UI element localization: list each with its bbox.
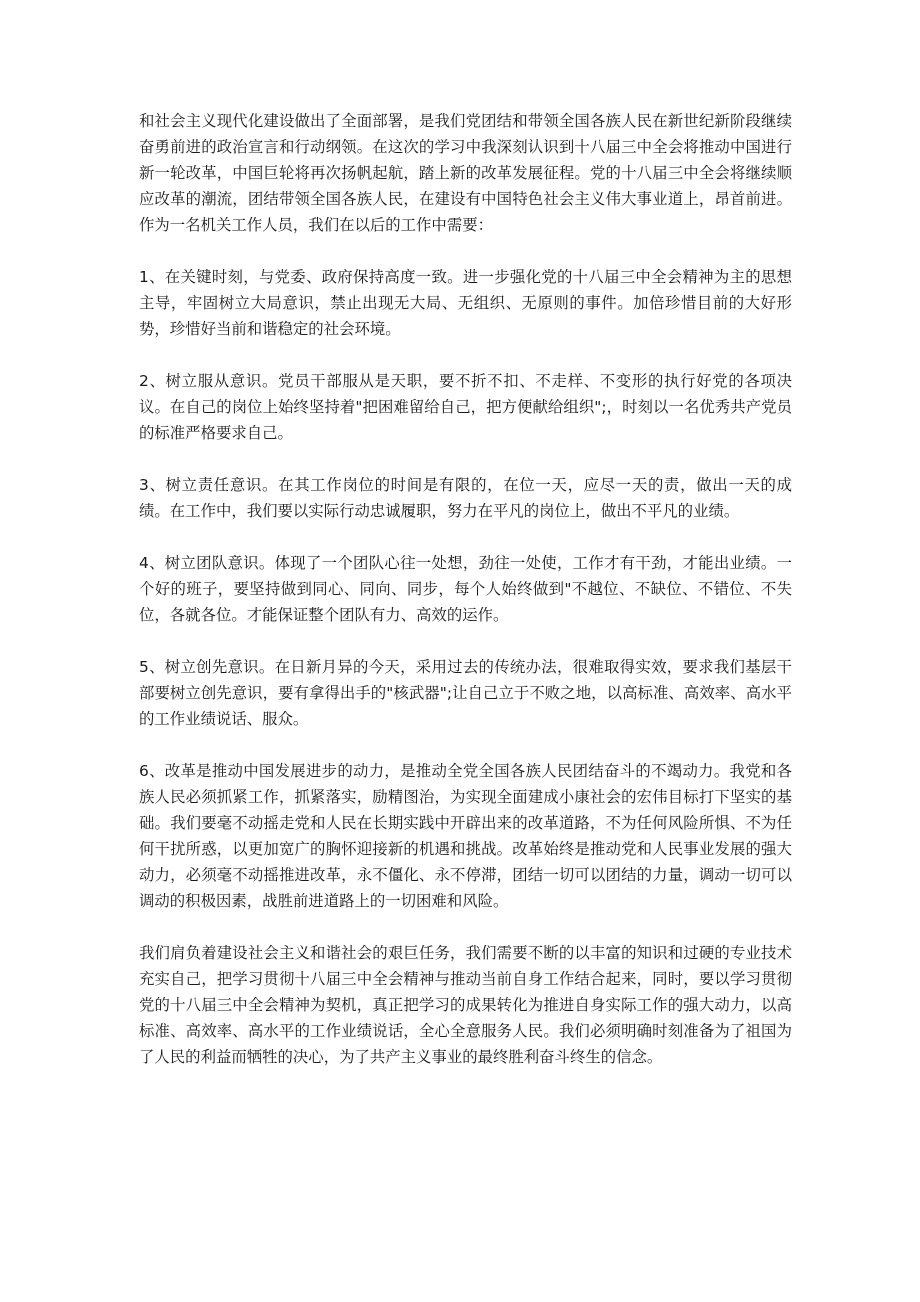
paragraph-item-3: 3、树立责任意识。在其工作岗位的时间是有限的，在位一天，应尽一天的责，做出一天的成绩。在工作中，我们要以实际行动忠诚履职，努力在平凡的岗位上，做出不平凡的业绩。 [139,476,792,520]
paragraph-item-1: 1、在关键时刻，与党委、政府保持高度一致。进一步强化党的十八届三中全会精神为主的思想主导，牢固树立大局意识，禁止出现无大局、无组织、无原则的事件。加倍珍惜目前的大好形势，珍惜好当前和谐稳定的社会环境。 [139,268,792,338]
paragraph-item-2: 2、树立服从意识。党员干部服从是天职，要不折不扣、不走样、不变形的执行好党的各项决议。在自己的岗位上始终坚持着"把困难留给自己，把方便献给组织";，时刻以一名优秀共产党员的标准严格要求自己。 [139,372,792,442]
paragraph-conclusion: 我们肩负着建设社会主义和谐社会的艰巨任务，我们需要不断的以丰富的知识和过硬的专业技术充实自己，把学习贯彻十八届三中全会精神与推动当前自身工作结合起来，同时，要以学习贯彻党的十八届三中全会精神为契机，真正把学习的成果转化为推进自身实际工作的强大动力，以高标准、高效率、高水平的工作业绩说话，全心全意服务人民。我们必须明确时刻准备为了祖国为了人民的利益而牺牲的决心，为了共产主义事业的最终胜利奋斗终生的信念。 [139,944,792,1066]
paragraph-item-5: 5、树立创先意识。在日新月异的今天，采用过去的传统办法，很难取得实效，要求我们基层干部要树立创先意识，要有拿得出手的"核武器";让自己立于不败之地，以高标准、高效率、高水平的工作业绩说话、服众。 [139,658,792,728]
paragraph-item-4: 4、树立团队意识。体现了一个团队心往一处想，劲往一处使，工作才有干劲，才能出业绩。一个好的班子，要坚持做到同心、同向、同步，每个人始终做到"不越位、不缺位、不错位、不失位，各就各位。才能保证整个团队有力、高效的运作。 [139,554,792,624]
document-body [139,108,792,1096]
paragraph-item-6: 6、改革是推动中国发展进步的动力，是推动全党全国各族人民团结奋斗的不竭动力。我党和各族人民必须抓紧工作，抓紧落实，励精图治，为实现全面建成小康社会的宏伟目标打下坚实的基础。我们要毫不动摇走党和人民在长期实践中开辟出来的改革道路，不为任何风险所惧、不为任何干扰所惑，以更加宽广的胸怀迎接新的机遇和挑战。改革始终是推动党和人民事业发展的强大动力，必须毫不动摇推进改革，永不僵化、永不停滞，团结一切可以团结的力量，调动一切可以调动的积极因素，战胜前进道路上的一切困难和风险。 [139,762,792,910]
paragraph-intro: 和社会主义现代化建设做出了全面部署，是我们党团结和带领全国各族人民在新世纪新阶段继续奋勇前进的政治宣言和行动纲领。在这次的学习中我深刻认识到十八届三中全会将推动中国进行新一轮改革，中国巨轮将再次扬帆起航，踏上新的改革发展征程。党的十八届三中全会将继续顺应改革的潮流，团结带领全国各族人民，在建设有中国特色社会主义伟大事业道上，昂首前进。作为一名机关工作人员，我们在以后的工作中需要： [139,112,792,234]
